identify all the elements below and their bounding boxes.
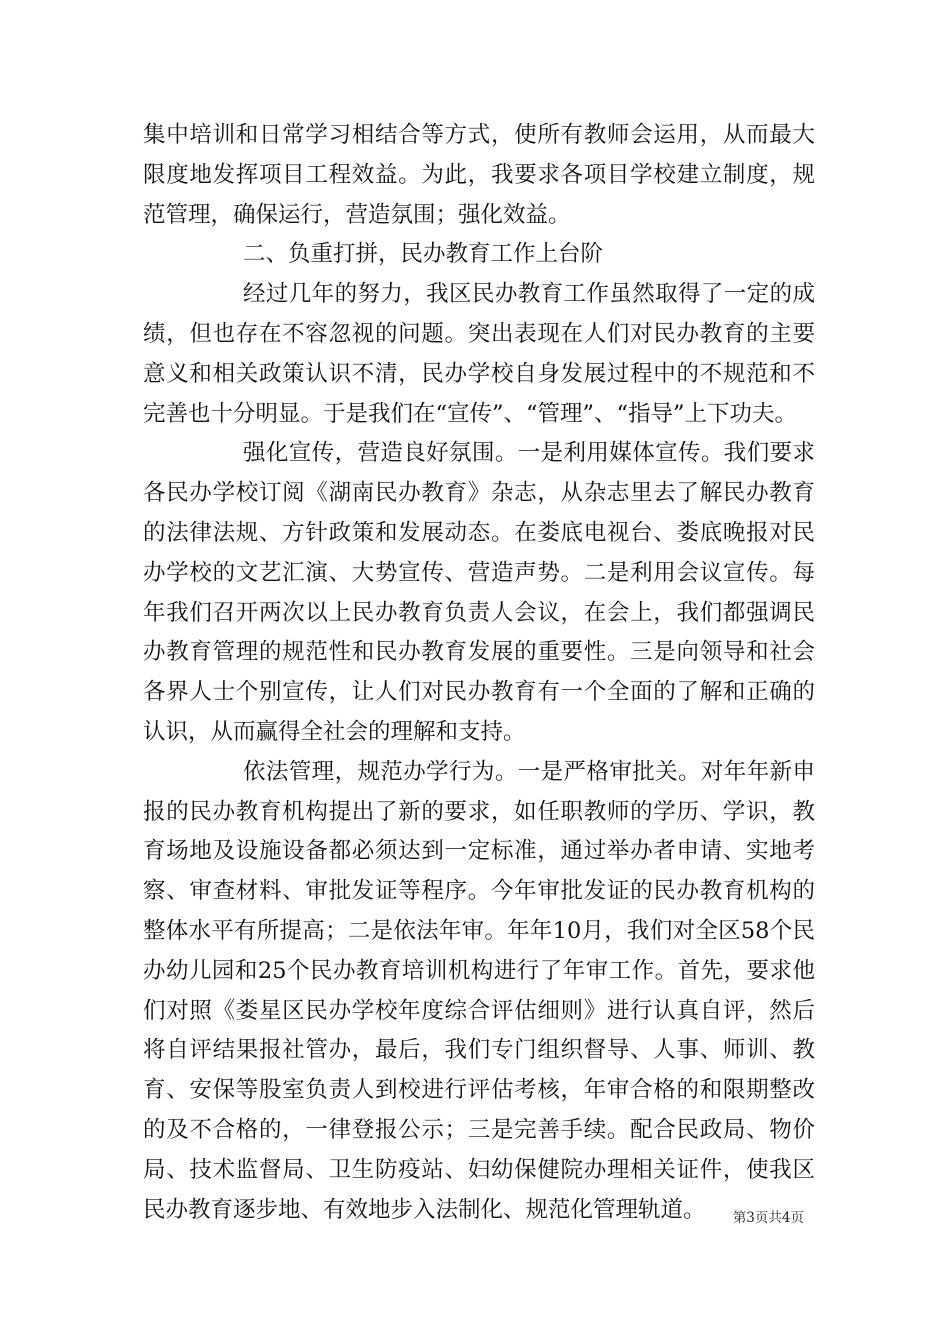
paragraph-intro: 经过几年的努力，我区民办教育工作虽然取得了一定的成绩，但也存在不容忽视的问题。突出表现在人们对民办教育的主要意义和相关政策认识不清，民办学校自身发展过程中的不规范和不完善也十分明显。于是我们在“宣传”、“管理”、“指导”上下功夫。 xyxy=(143,281,815,427)
paragraph-publicity: 强化宣传，营造良好氛围。一是利用媒体宣传。我们要求各民办学校订阅《湖南民办教育》杂志，从杂志里去了解民办教育的法律法规、方针政策和发展动态。在娄底电视台、娄底晚报对民办学校的文艺汇演、大势宣传、营造声势。二是利用会议宣传。每年我们召开两次以上民办教育负责人会议，在会上，我们都强调民办教育管理的规范性和民办教育发展的重要性。三是向领导和社会各界人士个别宣传，让人们对民办教育有一个全面的了解和正确的认识，从而赢得全社会的理解和支持。 xyxy=(143,440,815,745)
section-heading: 二、负重打拼，民办教育工作上台阶 xyxy=(243,241,604,268)
page-number: 第3页共4页 xyxy=(732,1210,804,1226)
body-text xyxy=(143,116,815,1230)
paragraph-management: 依法管理，规范办学行为。一是严格审批关。对年年新申报的民办教育机构提出了新的要求，如任职教师的学历、学识，教育场地及设施设备都必须达到一定标准，通过举办者申请、实地考察、审查材料、审批发证等程序。今年审批发证的民办教育机构的整体水平有所提高；二是依法年审。年年10月，我们对全区58个民办幼儿园和25个民办教育培训机构进行了年审工作。首先，要求他们对照《娄星区民办学校年度综合评估细则》进行认真自评，然后将自评结果报社管办，最后，我们专门组织督导、人事、师训、教育、安保等股室负责人到校进行评估考核，年审合格的和限期整改的及不合格的，一律登报公示；三是完善手续。配合民政局、物价局、技术监督局、卫生防疫站、妇幼保健院办理相关证件，使我区民办教育逐步地、有效地步入法制化、规范化管理轨道。 xyxy=(143,758,815,1223)
paragraph-continuation: 集中培训和日常学习相结合等方式，使所有教师会运用，从而最大限度地发挥项目工程效益。为此，我要求各项目学校建立制度，规范管理，确保运行，营造氛围；强化效益。 xyxy=(143,122,815,228)
